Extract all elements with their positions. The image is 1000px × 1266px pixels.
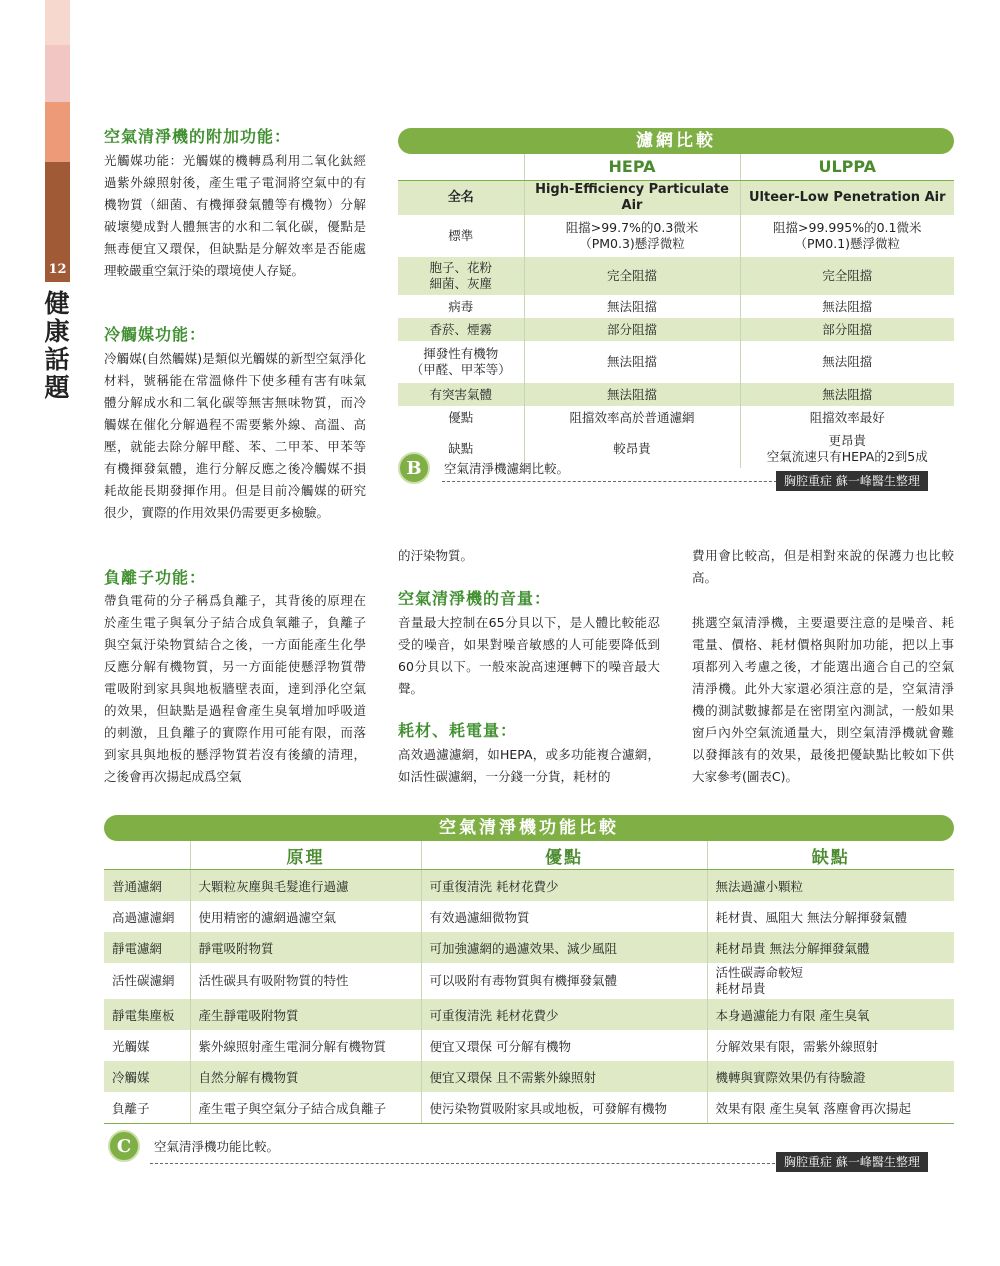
filter-comparison-table <box>398 128 954 468</box>
filter-row-label: 香菸、煙霧 <box>398 318 524 341</box>
function-cell: 可重復清洗 耗材花費少 <box>421 870 707 902</box>
function-row-label: 冷觸媒 <box>104 1061 190 1092</box>
caption-c <box>108 1130 279 1162</box>
filter-cell: 阻擋效率高於普通濾網 <box>524 406 740 429</box>
function-table-row <box>104 999 954 1030</box>
decor-strip-3 <box>45 102 70 162</box>
caption-b-divider <box>442 481 782 482</box>
function-table-row <box>104 1030 954 1061</box>
function-cell: 產生電子與空氣分子結合成負離子 <box>190 1092 421 1124</box>
filter-row-label: 病毒 <box>398 295 524 318</box>
function-header-cell: 原理 <box>190 841 421 870</box>
filter-table-row <box>398 406 954 429</box>
caption-c-letter: C <box>108 1130 140 1162</box>
page-number: 12 <box>45 258 70 282</box>
filter-cell: 部分阻擋 <box>740 318 954 341</box>
paragraph-selection: 挑選空氣清淨機，主要還要注意的是噪音、耗電量、價格、耗材價格與附加功能，把以上事項都列入考慮之後，才能選出適合自己的空氣清淨機。此外大家還必須注意的是，空氣清淨機的測試數據都是在密閉室內測試，一般如果窗戶內外空氣流通量大，則空氣清淨機就會難以發揮該有的效果，最後把優缺點比較如下供大家參考(圖表C)。 <box>692 615 954 784</box>
filter-cell: Ulteer-Low Penetration Air <box>740 181 954 216</box>
function-cell: 有效過濾細微物質 <box>421 901 707 932</box>
function-cell: 使污染物質吸附家具或地板，可發解有機物 <box>421 1092 707 1124</box>
filter-cell: 阻擋>99.995%的0.1微米 （PM0.1)懸浮微粒 <box>773 220 922 251</box>
paragraph-negative-ion: 帶負電荷的分子稱爲負離子，其背後的原理在於產生電子與氧分子結合成負氧離子，負離子與空氣汙染物質結合之後，一方面能產生化學反應分解有機物質，另一方面能使懸浮物質帶電吸附到家具與地板牆壁表面，達到淨化空氣的效果，但缺點是過程會產生臭氧增加呼吸道的刺激，且負離子的實際作用可能有限，而落到家具與地板的懸浮物質若沒有後續的清理，之後會再次揚起成爲空氣 <box>104 593 366 784</box>
function-cell: 靜電吸附物質 <box>190 932 421 963</box>
filter-cell: 完全阻擋 <box>524 257 740 295</box>
section-title-vertical: 健康話題 <box>41 290 70 402</box>
function-table-row <box>104 901 954 932</box>
function-header-cell <box>104 841 190 870</box>
decor-strip-2 <box>45 45 70 102</box>
filter-cell: 阻擋效率最好 <box>809 409 885 425</box>
function-table-grid <box>104 841 954 1124</box>
function-table-row <box>104 870 954 902</box>
function-cell: 自然分解有機物質 <box>190 1061 421 1092</box>
heading-cold-catalyst: 冷觸媒功能： <box>104 325 207 344</box>
filter-cell: 無法阻擋 <box>524 383 740 406</box>
heading-consumables: 耗材、耗電量： <box>398 721 518 740</box>
function-table-title: 空氣清淨機功能比較 <box>104 815 954 841</box>
filter-cell: 阻擋>99.7%的0.3微米 （PM0.3)懸浮微粒 <box>524 215 740 257</box>
filter-row-label: 優點 <box>398 406 524 429</box>
filter-cell: 無法阻擋 <box>822 354 873 369</box>
paragraph-cost: 費用會比較高，但是相對來說的保護力也比較高。 <box>692 548 954 585</box>
function-cell: 可加強濾網的過濾效果、減少風阻 <box>421 932 707 963</box>
function-row-label: 活性碳濾網 <box>104 963 190 999</box>
function-cell: 可重復清洗 耗材花費少 <box>421 999 707 1030</box>
filter-table-row <box>398 383 954 406</box>
function-cell: 便宜又環保 且不需紫外線照射 <box>421 1061 707 1092</box>
function-cell: 大顆粒灰塵與毛髮進行過濾 <box>190 870 421 902</box>
function-cell: 機轉與實際效果仍有待驗證 <box>707 1061 954 1092</box>
filter-row-label: 缺點 <box>398 429 524 468</box>
filter-header-cell <box>398 154 524 181</box>
credit-b: 胸腔重症 蘇一峰醫生整理 <box>776 471 928 491</box>
paragraph-consumables: 高效過濾濾網，如HEPA，或多功能複合濾網，如活性碳濾網，一分錢一分貨，耗材的 <box>398 747 660 784</box>
filter-table-header-row <box>398 154 954 181</box>
filter-header-cell: HEPA <box>524 154 740 181</box>
filter-cell: 部分阻擋 <box>524 318 740 341</box>
filter-cell: 無法阻擋 <box>524 341 740 383</box>
filter-table-row <box>398 215 954 257</box>
heading-noise: 空氣清淨機的音量： <box>398 589 552 608</box>
function-row-label: 高過濾濾網 <box>104 901 190 932</box>
caption-c-text: 空氣清淨機功能比較。 <box>154 1139 280 1154</box>
credit-c: 胸腔重症 蘇一峰醫生整理 <box>776 1152 928 1172</box>
function-row-label: 光觸媒 <box>104 1030 190 1061</box>
function-cell: 活性碳具有吸附物質的特性 <box>190 963 421 999</box>
function-header-cell: 優點 <box>421 841 707 870</box>
function-cell: 分解效果有限，需紫外線照射 <box>715 1038 879 1054</box>
caption-b-text: 空氣清淨機濾網比較。 <box>444 461 570 476</box>
paragraph-photocatalyst: 光觸媒功能：光觸媒的機轉爲利用二氧化鈦經過紫外線照射後，產生電子電洞將空氣中的有機物質（細菌、有機揮發氣體等有機物）分解破壞變成對人體無害的水和二氧化碳，優點是無毒便宜又環保，但缺點是分解效率是否能處理較嚴重空氣汙染的環境使人存疑。 <box>104 153 366 278</box>
function-table-row <box>104 1061 954 1092</box>
function-cell: 效果有限 產生臭氧 落塵會再次揚起 <box>707 1092 954 1124</box>
function-cell: 產生靜電吸附物質 <box>190 999 421 1030</box>
filter-row-label: 有突害氣體 <box>398 383 524 406</box>
caption-b <box>398 452 569 484</box>
function-table-row <box>104 1092 954 1124</box>
function-cell: 可以吸附有毒物質與有機揮發氣體 <box>421 963 707 999</box>
paragraph-cold-catalyst: 冷觸媒(自然觸媒)是類似光觸媒的新型空氣淨化材料，號稱能在常溫條件下使多種有害有味氣體分解成水和二氧化碳等無害無味物質，而冷觸媒在催化分解過程不需要紫外線、高溫、高壓，就能去除分解甲醛、苯、二甲苯、甲苯等有機揮發氣體，進行分解反應之後冷觸媒不損耗故能長期發揮作用。但是目前冷觸媒的研究很少，實際的作用效果仍需要更多檢驗。 <box>104 351 366 520</box>
function-row-label: 靜電濾網 <box>104 932 190 963</box>
decor-strip-4 <box>45 162 70 258</box>
function-cell: 無法過濾小顆粒 <box>707 870 954 902</box>
heading-additional-functions: 空氣清淨機的附加功能： <box>104 127 292 146</box>
heading-negative-ion: 負離子功能： <box>104 568 207 587</box>
function-cell: 活性碳壽命較短 耗材昂貴 <box>715 965 804 996</box>
filter-table-row <box>398 341 954 383</box>
function-header-cell: 缺點 <box>707 841 954 870</box>
filter-table-row <box>398 181 954 216</box>
filter-row-label: 全名 <box>398 181 524 216</box>
paragraph-noise: 音量最大控制在65分貝以下，是人體比較能忍受的噪音，如果對噪音敏感的人可能要降低到60分貝以下。一般來說高速運轉下的噪音最大聲。 <box>398 615 660 696</box>
decor-strip-1 <box>45 0 70 45</box>
function-comparison-table <box>104 815 954 1124</box>
filter-table-row <box>398 257 954 295</box>
filter-table-row <box>398 295 954 318</box>
function-row-label: 靜電集塵板 <box>104 999 190 1030</box>
filter-row-label: 標準 <box>398 215 524 257</box>
function-cell: 本身過濾能力有限 產生臭氧 <box>707 999 954 1030</box>
function-cell: 便宜又環保 可分解有機物 <box>421 1030 707 1061</box>
filter-table-grid <box>398 154 954 468</box>
function-table-row <box>104 932 954 963</box>
filter-cell: 無法阻擋 <box>740 383 954 406</box>
function-cell: 使用精密的濾網過濾空氣 <box>190 901 421 932</box>
function-cell: 耗材昂貴 無法分解揮發氣體 <box>707 932 954 963</box>
function-cell: 耗材貴、風阻大 無法分解揮發氣體 <box>715 909 907 925</box>
paragraph-continuation: 的汙染物質。 <box>398 548 474 563</box>
filter-cell: High-Efficiency Particulate Air <box>524 181 740 216</box>
filter-cell: 更昂貴 空氣流速只有HEPA的2到5成 <box>766 432 928 464</box>
filter-row-label: 揮發性有機物 （甲醛、甲苯等） <box>398 341 524 383</box>
filter-table-row <box>398 318 954 341</box>
filter-cell: 無法阻擋 <box>524 295 740 318</box>
filter-table-title: 濾網比較 <box>398 128 954 154</box>
filter-header-cell: ULPPA <box>740 154 954 181</box>
caption-b-letter: B <box>398 452 430 484</box>
filter-cell: 完全阻擋 <box>740 257 954 295</box>
function-row-label: 普通濾網 <box>104 870 190 902</box>
function-row-label: 負離子 <box>104 1092 190 1124</box>
filter-row-label: 胞子、花粉 細菌、灰塵 <box>398 257 524 295</box>
filter-cell: 較昂貴 <box>524 429 740 468</box>
caption-c-divider <box>150 1163 780 1164</box>
filter-cell: 無法阻擋 <box>822 298 873 314</box>
function-table-header-row <box>104 841 954 870</box>
function-cell: 紫外線照射產生電洞分解有機物質 <box>190 1030 421 1061</box>
function-table-row <box>104 963 954 999</box>
